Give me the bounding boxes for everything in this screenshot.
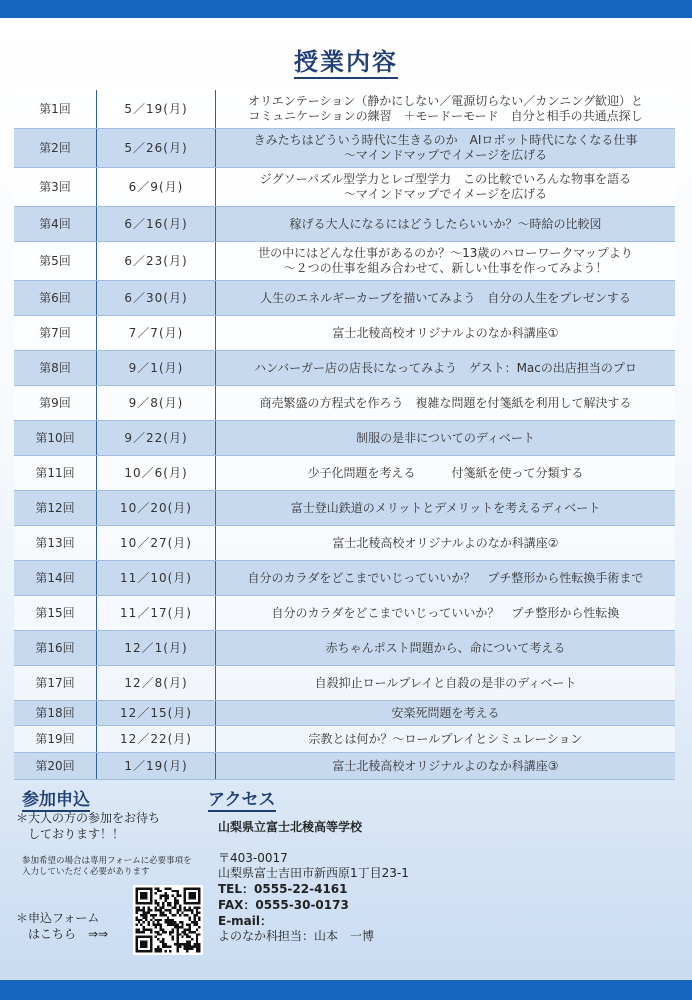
session-topic: 自分のカラダをどこまでいじっていいか？ プチ整形から性転換 — [216, 596, 676, 631]
schedule-row — [14, 491, 675, 526]
contact-person: よのなか科担当：山本 一博 — [218, 929, 375, 943]
apply-heading: 参加申込 — [22, 790, 90, 810]
session-topic: 富士北稜高校オリジナルよのなか科講座① — [216, 316, 676, 351]
schedule-row — [14, 421, 675, 456]
session-number: 第9回 — [14, 386, 97, 421]
session-topic: 富士北稜高校オリジナルよのなか科講座② — [216, 526, 676, 561]
session-number: 第11回 — [14, 456, 97, 491]
session-number: 第3回 — [14, 168, 97, 207]
apply-note: ＊大人の方の参加をお待ち しております！！ — [16, 811, 161, 841]
session-date: 10／20(月) — [97, 491, 216, 526]
session-topic: 安楽死問題を考える — [216, 701, 676, 726]
page-title: 授業内容 — [0, 42, 692, 77]
session-topic: 宗教とは何か？〜ロールプレイとシミュレーション — [216, 726, 676, 753]
tel: TEL：0555-22-4161 — [218, 882, 348, 896]
session-number: 第19回 — [14, 726, 97, 753]
schedule-row — [14, 90, 675, 129]
session-topic: 世の中にはどんな仕事があるのか？〜13歳のハローワークマップより 〜２つの仕事を組み合わせて、新しい仕事を作ってみよう！ — [216, 242, 676, 281]
session-topic: 人生のエネルギーカーブを描いてみよう 自分の人生をプレゼンする — [216, 281, 676, 316]
schedule-row — [14, 242, 675, 281]
schedule-row — [14, 316, 675, 351]
session-number: 第5回 — [14, 242, 97, 281]
top-banner — [0, 0, 692, 18]
session-number: 第4回 — [14, 207, 97, 242]
session-number: 第18回 — [14, 701, 97, 726]
session-date: 9／1(月) — [97, 351, 216, 386]
session-date: 12／15(月) — [97, 701, 216, 726]
session-topic: ジグソーパズル型学力とレゴ型学力 この比較でいろんな物事を語る 〜マインドマップでイメージを広げる — [216, 168, 676, 207]
session-number: 第10回 — [14, 421, 97, 456]
session-number: 第12回 — [14, 491, 97, 526]
schedule-row — [14, 726, 675, 753]
session-date: 6／16(月) — [97, 207, 216, 242]
session-date: 6／9(月) — [97, 168, 216, 207]
session-topic: 自分のカラダをどこまでいじっていいか？ プチ整形から性転換手術まで — [216, 561, 676, 596]
session-number: 第8回 — [14, 351, 97, 386]
session-date: 6／30(月) — [97, 281, 216, 316]
session-number: 第20回 — [14, 753, 97, 780]
session-topic: 稼げる大人になるにはどうしたらいいか？〜時給の比較図 — [216, 207, 676, 242]
session-number: 第16回 — [14, 631, 97, 666]
session-date: 7／7(月) — [97, 316, 216, 351]
session-topic: 富士北稜高校オリジナルよのなか科講座③ — [216, 753, 676, 780]
schedule-row — [14, 596, 675, 631]
session-date: 11／10(月) — [97, 561, 216, 596]
schedule-row — [14, 207, 675, 242]
session-date: 9／22(月) — [97, 421, 216, 456]
session-date: 10／27(月) — [97, 526, 216, 561]
schedule-row — [14, 701, 675, 726]
schedule-table — [14, 90, 675, 780]
session-topic: 商売繁盛の方程式を作ろう 複雑な問題を付箋紙を利用して解決する — [216, 386, 676, 421]
schedule-row — [14, 666, 675, 701]
session-number: 第13回 — [14, 526, 97, 561]
schedule-row — [14, 631, 675, 666]
session-date: 6／23(月) — [97, 242, 216, 281]
session-number: 第14回 — [14, 561, 97, 596]
session-topic: きみたちはどういう時代に生きるのか AIロボット時代になくなる仕事 〜マインドマップでイメージを広げる — [216, 129, 676, 168]
session-date: 5／19(月) — [97, 90, 216, 129]
form-link-label[interactable]: ＊申込フォーム はこちら ⇒⇒ — [16, 911, 109, 941]
email: E-mail： — [218, 914, 273, 928]
qr-code[interactable] — [133, 885, 203, 955]
session-number: 第15回 — [14, 596, 97, 631]
session-topic: 富士登山鉄道のメリットとデメリットを考えるディベート — [216, 491, 676, 526]
schedule-row — [14, 168, 675, 207]
bottom-banner — [0, 980, 692, 1000]
schedule-row — [14, 386, 675, 421]
fax: FAX：0555-30-0173 — [218, 898, 349, 912]
session-topic: 制服の是非についてのディベート — [216, 421, 676, 456]
session-topic: 自殺抑止ロールプレイと自殺の是非のディベート — [216, 666, 676, 701]
session-date: 1／19(月) — [97, 753, 216, 780]
session-topic: 少子化問題を考える 付箋紙を使って分類する — [216, 456, 676, 491]
schedule-row — [14, 281, 675, 316]
schedule-row — [14, 351, 675, 386]
session-topic: オリエンテーション（静かにしない／電源切らない／カンニング歓迎）と コミュニケーションの練習 ＋モードーモード 自分と相手の共通点探し — [216, 90, 676, 129]
session-number: 第2回 — [14, 129, 97, 168]
schedule-row — [14, 129, 675, 168]
session-date: 12／8(月) — [97, 666, 216, 701]
session-topic: 赤ちゃんポスト問題から、命について考える — [216, 631, 676, 666]
schedule-row — [14, 526, 675, 561]
school-name: 山梨県立富士北稜高等学校 — [218, 820, 363, 834]
session-topic: ハンバーガー店の店長になってみよう ゲスト：Macの出店担当のプロ — [216, 351, 676, 386]
schedule-row — [14, 456, 675, 491]
apply-instructions: 参加希望の場合は専用フォームに必要事項を入力していただく必要があります — [22, 856, 192, 877]
session-date: 10／6(月) — [97, 456, 216, 491]
session-date: 12／1(月) — [97, 631, 216, 666]
session-number: 第1回 — [14, 90, 97, 129]
session-date: 5／26(月) — [97, 129, 216, 168]
schedule-row — [14, 561, 675, 596]
postal-code: 〒403-0017 — [218, 851, 288, 865]
schedule-row — [14, 753, 675, 780]
session-number: 第17回 — [14, 666, 97, 701]
session-date: 9／8(月) — [97, 386, 216, 421]
session-date: 12／22(月) — [97, 726, 216, 753]
address: 山梨県富士吉田市新西原1丁目23-1 — [218, 866, 409, 880]
session-number: 第7回 — [14, 316, 97, 351]
session-date: 11／17(月) — [97, 596, 216, 631]
session-number: 第6回 — [14, 281, 97, 316]
access-heading: アクセス — [208, 790, 276, 810]
